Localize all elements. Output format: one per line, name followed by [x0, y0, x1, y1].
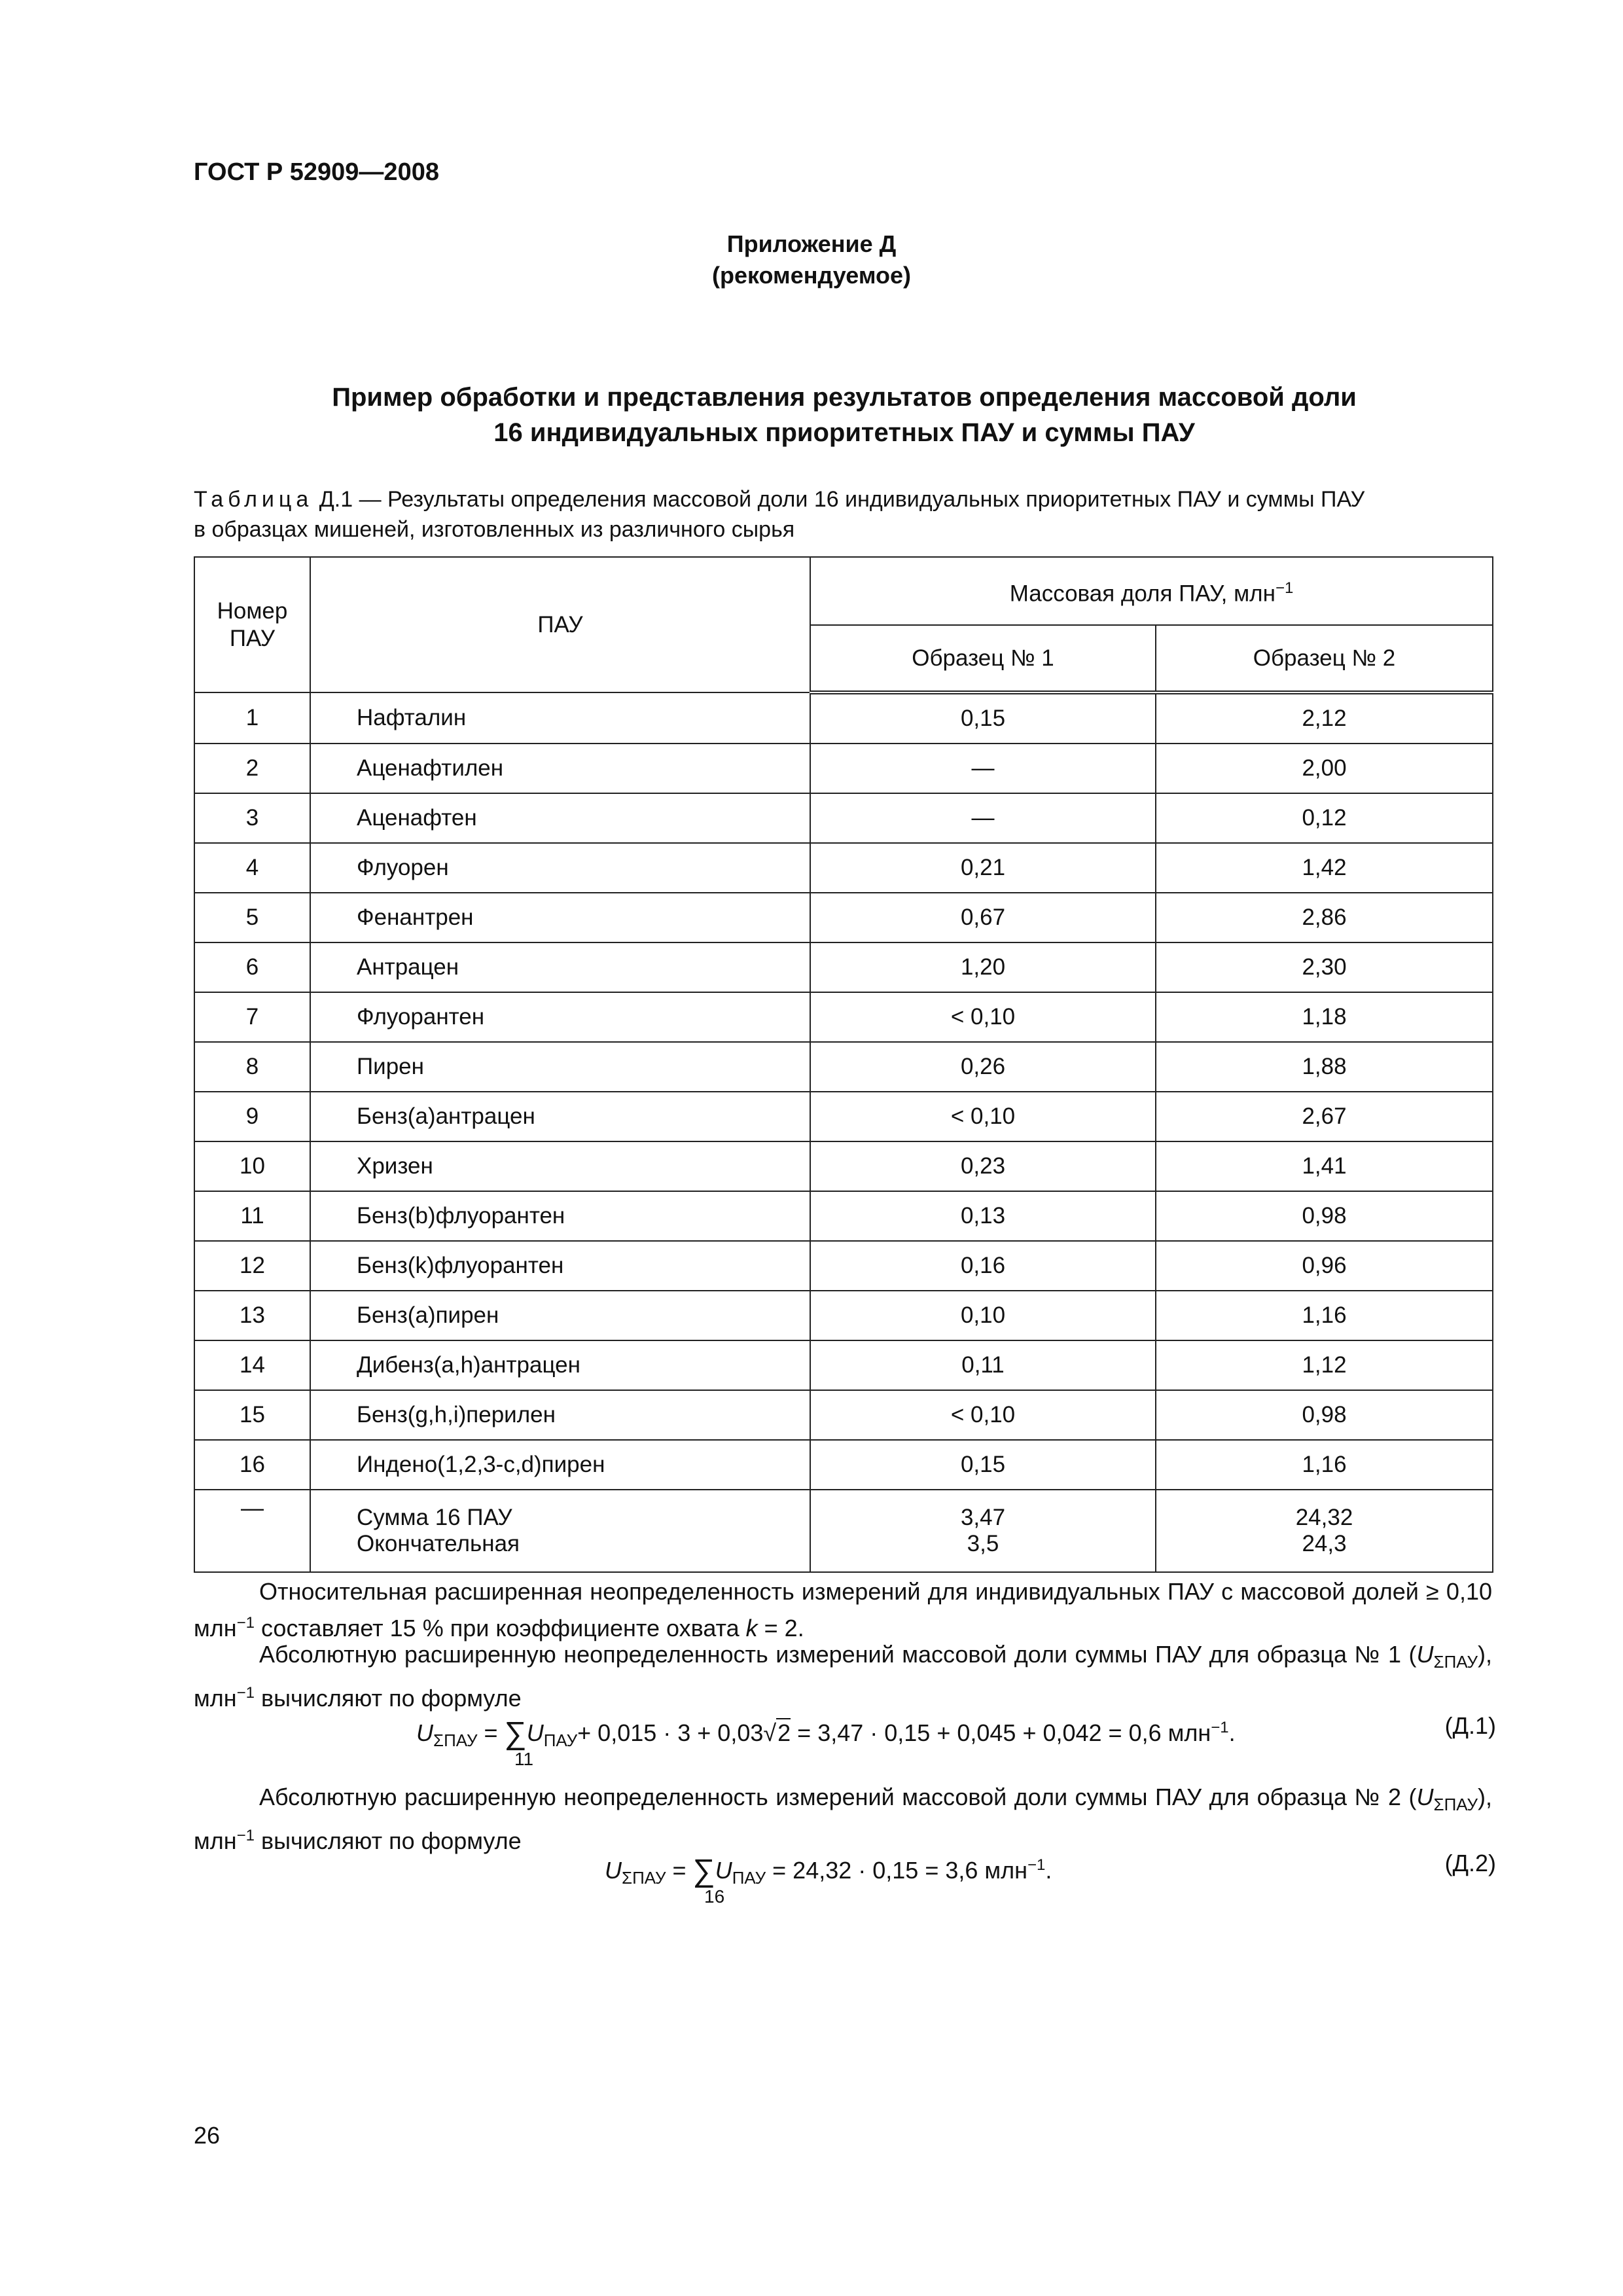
row-number: 3	[194, 793, 310, 843]
sum-row-name	[310, 1490, 810, 1572]
row-sample2: 1,18	[1156, 992, 1493, 1042]
row-number: 10	[194, 1141, 310, 1191]
table-row	[194, 1291, 1493, 1340]
p3-exp: −1	[236, 1827, 255, 1845]
table-row	[194, 843, 1493, 893]
p2-text-c: вычисляют по формуле	[255, 1685, 522, 1712]
row-sample2: 2,30	[1156, 942, 1493, 992]
row-sample1: 0,23	[810, 1141, 1156, 1191]
table-row	[194, 1092, 1493, 1141]
f1-sqrt-arg: 2	[777, 1719, 791, 1746]
sum-row-name-line1: Сумма 16 ПАУ	[357, 1505, 512, 1530]
row-name: Пирен	[310, 1042, 810, 1092]
results-table	[194, 556, 1493, 1573]
table-row	[194, 692, 1493, 744]
row-number: 7	[194, 992, 310, 1042]
row-name: Индено(1,2,3-c,d)пирен	[310, 1440, 810, 1490]
row-name: Аценафтен	[310, 793, 810, 843]
row-name: Бенз(k)флуорантен	[310, 1241, 810, 1291]
sum-row-name-line2: Окончательная	[357, 1531, 520, 1556]
row-name: Бенз(а)антрацен	[310, 1092, 810, 1141]
f1-eq: =	[477, 1719, 505, 1746]
row-name: Бенз(g,h,i)перилен	[310, 1390, 810, 1440]
table-caption-text: — Результаты определения массовой доли 16 индивидуальных приоритетных ПАУ и суммы ПАУ	[353, 487, 1365, 512]
row-sample1: 0,10	[810, 1291, 1156, 1340]
p1-text-c: = 2.	[757, 1615, 804, 1641]
table-row	[194, 793, 1493, 843]
row-name: Бенз(а)пирен	[310, 1291, 810, 1340]
row-sample2: 1,12	[1156, 1340, 1493, 1390]
formula-d1-index: 11	[514, 1749, 534, 1769]
paragraph-sample2	[194, 1782, 1492, 1857]
row-number: 9	[194, 1092, 310, 1141]
p1-text-b: составляет 15 % при коэффициенте охвата	[255, 1615, 746, 1641]
row-number: 13	[194, 1291, 310, 1340]
formula-d2-index: 16	[704, 1886, 725, 1907]
row-sample1: 0,13	[810, 1191, 1156, 1241]
f2-lhs-sub: ΣПАУ	[622, 1868, 666, 1888]
row-sample2: 1,16	[1156, 1440, 1493, 1490]
row-sample2: 0,96	[1156, 1241, 1493, 1291]
annex-title: Приложение Д	[726, 230, 897, 257]
row-number: 5	[194, 893, 310, 942]
row-sample2: 1,41	[1156, 1141, 1493, 1191]
table-row	[194, 744, 1493, 793]
row-name: Флуорен	[310, 843, 810, 893]
row-number: 4	[194, 843, 310, 893]
row-sample1: 0,16	[810, 1241, 1156, 1291]
header-number-line2: ПАУ	[229, 625, 276, 651]
header-mass-fraction-exp: −1	[1275, 579, 1294, 597]
sum-icon: ∑	[504, 1716, 527, 1751]
row-name: Нафталин	[310, 692, 810, 744]
p2-u: U	[1416, 1641, 1434, 1668]
f2-exp: −1	[1027, 1856, 1046, 1874]
row-number: 8	[194, 1042, 310, 1092]
row-name: Дибенз(a,h)антрацен	[310, 1340, 810, 1390]
formula-d1-number: (Д.1)	[1444, 1712, 1496, 1739]
table-row	[194, 992, 1493, 1042]
p2-text-b: ), млн	[194, 1641, 1492, 1712]
formula-d1	[416, 1712, 1236, 1756]
row-number: 12	[194, 1241, 310, 1291]
row-sample1: 0,67	[810, 893, 1156, 942]
row-name: Аценафтилен	[310, 744, 810, 793]
p2-exp: −1	[236, 1684, 255, 1702]
f1-mid: + 0,015 · 3 + 0,03	[577, 1719, 764, 1746]
row-name: Антрацен	[310, 942, 810, 992]
f2-term-sub: ПАУ	[732, 1868, 766, 1888]
annex-status: (рекомендуемое)	[712, 262, 911, 289]
row-number: 6	[194, 942, 310, 992]
table-caption	[194, 484, 1503, 514]
p1-exp: −1	[236, 1614, 255, 1632]
section-heading-line1: Пример обработки и представления результатов определения массовой доли	[332, 383, 1357, 412]
table-caption-line2: в образцах мишеней, изготовленных из различного сырья	[194, 517, 795, 542]
row-sample2: 2,86	[1156, 893, 1493, 942]
header-mass-fraction-text: Массовая доля ПАУ, млн	[1009, 581, 1275, 607]
sum-row-number: —	[194, 1490, 310, 1572]
table-caption-number: Д.1	[319, 487, 353, 512]
header-sample-2: Образец № 2	[1156, 625, 1493, 692]
row-sample2: 2,12	[1156, 692, 1493, 744]
row-sample1: < 0,10	[810, 1390, 1156, 1440]
row-number: 16	[194, 1440, 310, 1490]
table-row	[194, 1141, 1493, 1191]
table-caption-label: Таблица	[194, 487, 313, 512]
row-sample1: 0,21	[810, 843, 1156, 893]
row-name: Флуорантен	[310, 992, 810, 1042]
sum-row-sample2-line1: 24,32	[1295, 1505, 1353, 1530]
p2-text-a: Абсолютную расширенную неопределенность измерений массовой доли суммы ПАУ для образца № 1 (	[259, 1641, 1417, 1668]
p1-text-a: Относительная расширенная неопределенность измерений для индивидуальных ПАУ с массовой долей ≥ 0,10 млн	[194, 1578, 1492, 1641]
f2-eq: =	[666, 1857, 693, 1884]
sum-row-sample1	[810, 1490, 1156, 1572]
sum-row-sample2-line2: 24,3	[1302, 1531, 1347, 1556]
f2-lhs: U	[605, 1857, 622, 1884]
header-name: ПАУ	[310, 557, 810, 692]
table-row	[194, 1241, 1493, 1291]
row-number: 15	[194, 1390, 310, 1440]
header-number-line1: Номер	[217, 598, 288, 624]
sum-row-sample2	[1156, 1490, 1493, 1572]
row-sample1: < 0,10	[810, 1092, 1156, 1141]
header-mass-fraction	[810, 557, 1493, 625]
row-number: 1	[194, 692, 310, 744]
p2-u-sub: ΣПАУ	[1433, 1652, 1478, 1672]
p1-k: k	[745, 1615, 758, 1641]
row-sample1: —	[810, 744, 1156, 793]
header-number	[194, 557, 310, 692]
row-sample2: 0,98	[1156, 1191, 1493, 1241]
row-sample1: —	[810, 793, 1156, 843]
table-row	[194, 1390, 1493, 1440]
row-number: 14	[194, 1340, 310, 1390]
row-name: Хризен	[310, 1141, 810, 1191]
row-sample2: 1,42	[1156, 843, 1493, 893]
f1-term: U	[526, 1719, 544, 1746]
header-sample-1: Образец № 1	[810, 625, 1156, 692]
sum-row	[194, 1490, 1493, 1572]
row-sample1: 0,11	[810, 1340, 1156, 1390]
standard-code: ГОСТ Р 52909—2008	[194, 158, 439, 186]
sum-row-sample1-line1: 3,47	[960, 1505, 1006, 1530]
sum-icon: ∑	[692, 1854, 715, 1888]
row-sample2: 2,67	[1156, 1092, 1493, 1141]
table-row	[194, 893, 1493, 942]
row-name: Фенантрен	[310, 893, 810, 942]
row-name: Бенз(b)флуорантен	[310, 1191, 810, 1241]
f1-lhs-sub: ΣПАУ	[433, 1731, 478, 1751]
formula-d2-number: (Д.2)	[1444, 1850, 1496, 1876]
row-sample1: 0,15	[810, 692, 1156, 744]
row-sample2: 0,98	[1156, 1390, 1493, 1440]
sum-row-sample1-line2: 3,5	[967, 1531, 999, 1556]
table-row	[194, 1340, 1493, 1390]
row-sample2: 1,16	[1156, 1291, 1493, 1340]
paragraph-uncertainty-relative	[194, 1576, 1492, 1644]
row-sample1: 0,26	[810, 1042, 1156, 1092]
p3-u-sub: ΣПАУ	[1433, 1795, 1478, 1815]
row-number: 2	[194, 744, 310, 793]
row-sample2: 0,12	[1156, 793, 1493, 843]
row-sample2: 1,88	[1156, 1042, 1493, 1092]
f2-rest: = 24,32 · 0,15 = 3,6 млн	[766, 1857, 1028, 1884]
table-row	[194, 942, 1493, 992]
row-sample2: 2,00	[1156, 744, 1493, 793]
table-row	[194, 1440, 1493, 1490]
f2-end: .	[1045, 1857, 1052, 1884]
row-sample1: < 0,10	[810, 992, 1156, 1042]
sqrt-icon: √	[763, 1719, 777, 1746]
row-sample1: 1,20	[810, 942, 1156, 992]
p3-text-c: вычисляют по формуле	[255, 1827, 522, 1855]
f1-exp: −1	[1211, 1719, 1229, 1736]
row-number: 11	[194, 1191, 310, 1241]
f1-end: .	[1228, 1719, 1236, 1746]
formula-d2	[605, 1850, 1052, 1893]
f1-term-sub: ПАУ	[543, 1731, 578, 1751]
f1-rest: = 3,47 · 0,15 + 0,045 + 0,042 = 0,6 млн	[791, 1719, 1211, 1746]
f2-term: U	[715, 1857, 732, 1884]
section-heading-line2: 16 индивидуальных приоритетных ПАУ и суммы ПАУ	[493, 418, 1195, 447]
table-row	[194, 1042, 1493, 1092]
p3-text-b: ), млн	[194, 1784, 1492, 1855]
p3-text-a: Абсолютную расширенную неопределенность измерений массовой доли суммы ПАУ для образца № 2 (	[259, 1784, 1417, 1810]
p3-u: U	[1416, 1784, 1434, 1810]
f1-lhs: U	[416, 1719, 433, 1746]
page-number: 26	[194, 2122, 221, 2149]
paragraph-sample1	[194, 1639, 1492, 1714]
row-sample1: 0,15	[810, 1440, 1156, 1490]
table-row	[194, 1191, 1493, 1241]
